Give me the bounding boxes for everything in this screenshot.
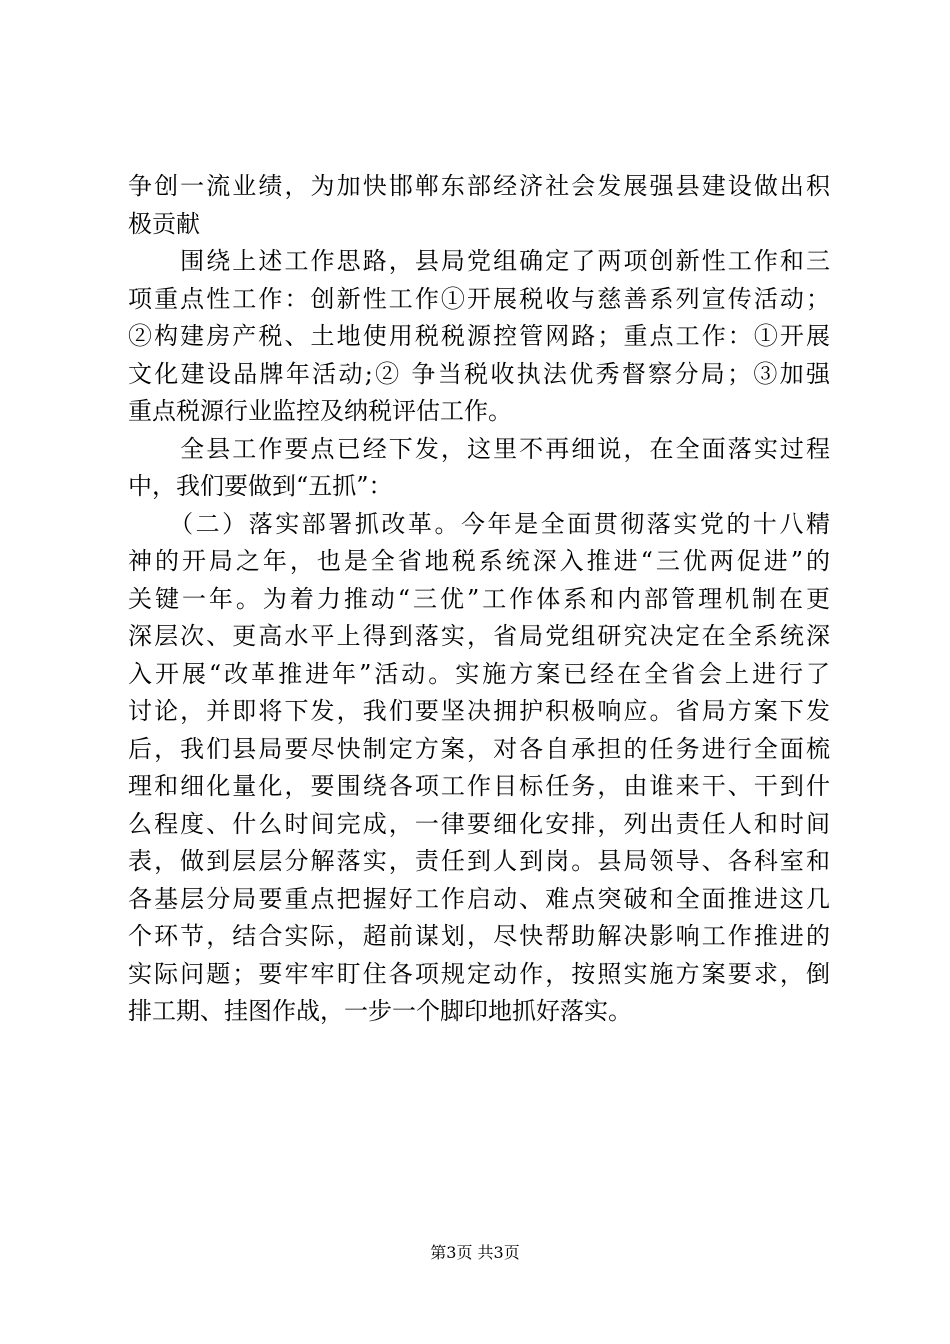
text-line: 中，我们要做到“五抓”： (128, 472, 393, 500)
text-line: 争创一流业绩，为加快邯郸东部经济社会发展强县建设做出积 (128, 172, 830, 200)
text-line: 实际问题；要牢牢盯住各项规定动作，按照实施方案要求，倒 (128, 959, 830, 988)
text-line: 围绕上述工作思路，县局党组确定了两项创新性工作和三 (128, 247, 830, 275)
text-line: 重点税源行业监控及纳税评估工作。 (128, 397, 512, 425)
text-line: （二）落实部署抓改革。今年是全面贯彻落实党的十八精 (128, 509, 830, 538)
text-line: 神的开局之年，也是全省地税系统深入推进“三优两促进”的 (128, 547, 830, 575)
text-line: 入开展“改革推进年”活动。实施方案已经在全省会上进行了 (128, 659, 830, 688)
body-text (128, 168, 830, 1031)
text-line: 表，做到层层分解落实，责任到人到岗。县局领导、各科室和 (128, 847, 830, 875)
text-line: ②构建房产税、土地使用税税源控管网路；重点工作：①开展 (128, 322, 830, 350)
text-line: 理和细化量化，要围绕各项工作目标任务，由谁来干、干到什 (128, 772, 830, 800)
text-line: 个环节，结合实际，超前谋划，尽快帮助解决影响工作推进的 (128, 922, 830, 950)
text-line: 后，我们县局要尽快制定方案，对各自承担的任务进行全面梳 (128, 734, 830, 763)
page-footer: 第3页 共3页 (430, 1243, 520, 1262)
text-line: 深层次、更高水平上得到落实，省局党组研究决定在全系统深 (128, 622, 830, 650)
text-line: 全县工作要点已经下发，这里不再细说，在全面落实过程 (128, 434, 830, 463)
text-line: 文化建设品牌年活动;② 争当税收执法优秀督察分局；③加强 (128, 359, 830, 388)
text-line: 么程度、什么时间完成，一律要细化安排，列出责任人和时间 (128, 809, 830, 838)
text-line: 各基层分局要重点把握好工作启动、难点突破和全面推进这几 (128, 884, 830, 913)
text-line: 项重点性工作：创新性工作①开展税收与慈善系列宣传活动； (128, 284, 830, 313)
text-line: 极贡献 (128, 209, 200, 238)
text-line: 讨论，并即将下发，我们要坚决拥护积极响应。省局方案下发 (128, 697, 830, 725)
text-line: 关键一年。为着力推动“三优”工作体系和内部管理机制在更 (128, 584, 830, 613)
text-line: 排工期、挂图作战，一步一个脚印地抓好落实。 (128, 997, 632, 1025)
